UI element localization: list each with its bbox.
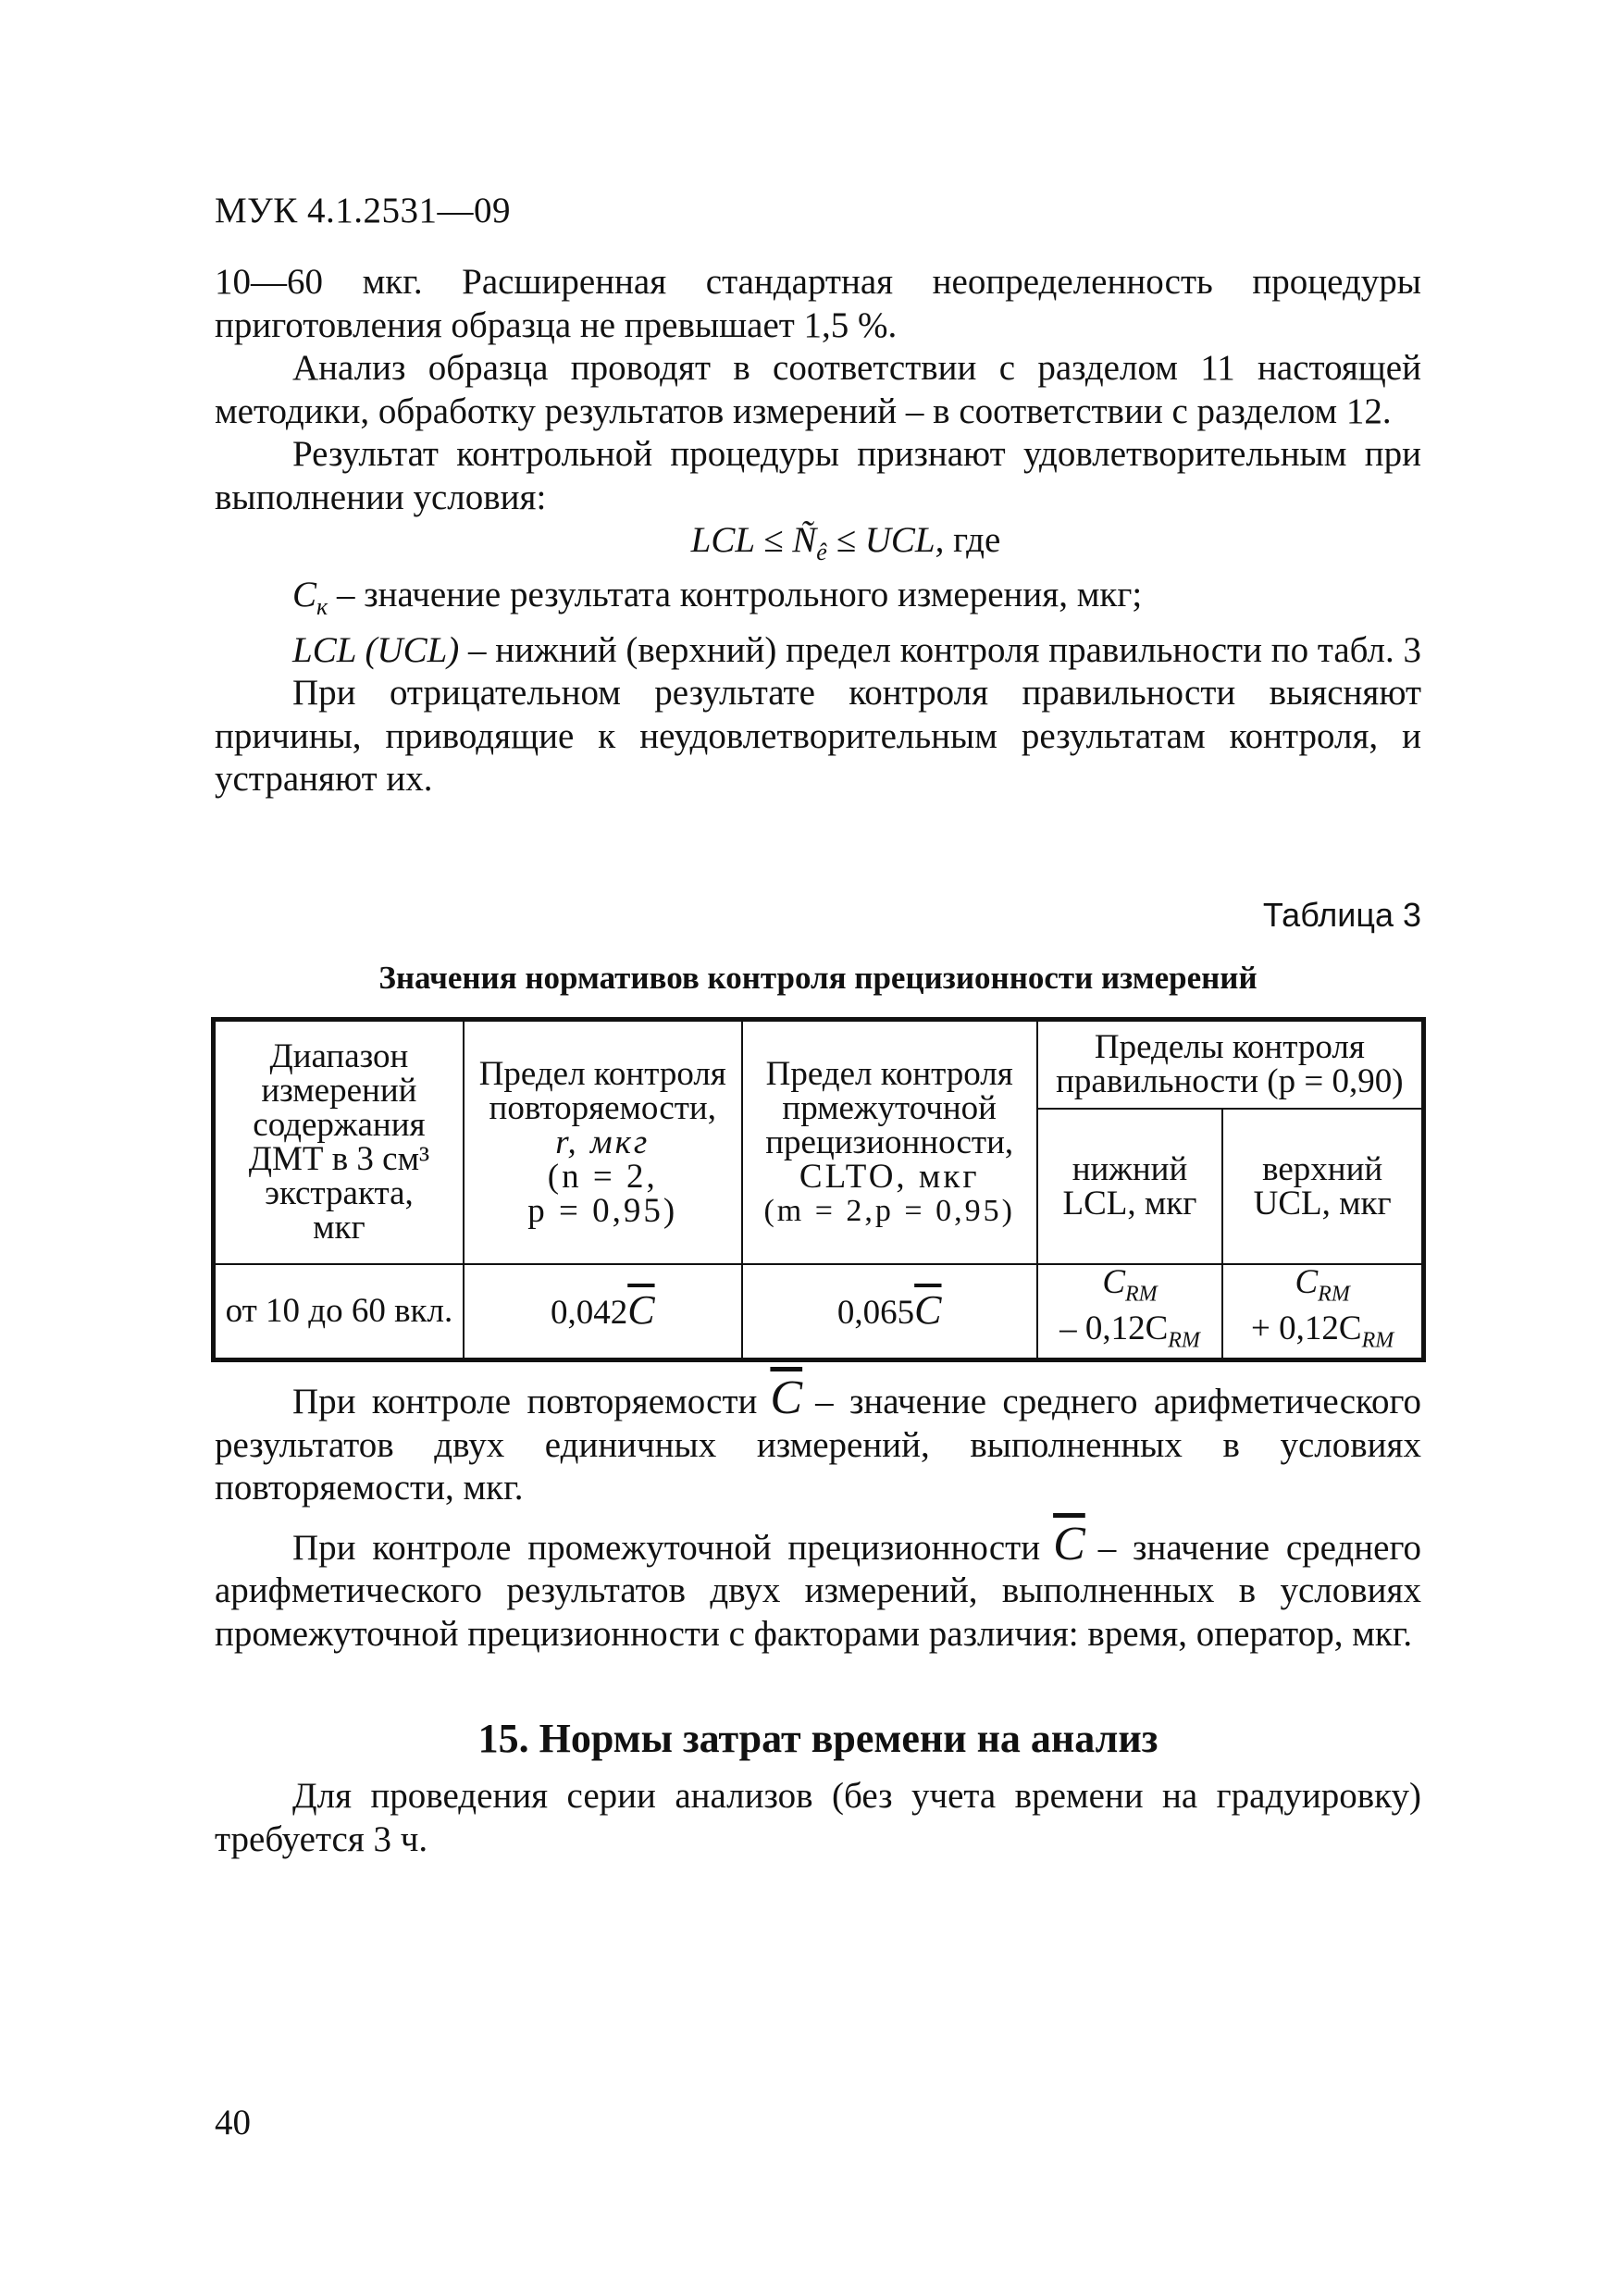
intermediate-coef: 0,065 <box>836 1293 915 1332</box>
section-text: Для проведения серии анализов (без учета времени на градуировку) требуется 3 ч. <box>215 1776 1421 1859</box>
upper-sub: RM <box>1361 1328 1394 1353</box>
upper-line-2 <box>1227 1311 1418 1358</box>
header-lower <box>1037 1109 1223 1264</box>
upper-sub: RM <box>1318 1281 1350 1306</box>
header-range-line: содержания <box>253 1106 426 1145</box>
lower-c: C <box>1102 1262 1125 1301</box>
lcl-symbol: LCL (UCL) <box>292 629 460 670</box>
header-range-line: ДМТ в 3 см³ <box>248 1140 430 1179</box>
header-repeat-line: p = 0,95) <box>527 1191 678 1230</box>
header-intermediate-line: CLTO, мкг <box>799 1157 980 1196</box>
formula-left: LCL ≤ Ñ <box>690 520 817 560</box>
formula-where: где <box>953 520 1001 560</box>
lower-line-1 <box>1042 1262 1219 1311</box>
cell-intermediate <box>742 1264 1037 1360</box>
table-label: Таблица 3 <box>1262 896 1421 934</box>
header-intermediate <box>742 1020 1037 1264</box>
header-repeat-line: повторяемости, <box>489 1088 716 1127</box>
lower-sub: RM <box>1168 1328 1200 1353</box>
intermediate-note <box>215 1517 1421 1657</box>
c-mean-symbol: $\overline{C}$ <box>770 1371 803 1424</box>
formula-right: ≤ UCL, <box>826 520 945 560</box>
c-mean-symbol: $\overline{C}$ <box>914 1286 942 1333</box>
header-repeat-line: Предел контроля <box>478 1054 726 1093</box>
header-upper <box>1222 1109 1423 1264</box>
header-intermediate-line: Предел контроля <box>765 1054 1013 1093</box>
header-repeat-line: (n = 2, <box>547 1157 658 1196</box>
paragraph-1: 10—60 мкг. Расширенная стандартная неопределенность процедуры приготовления образца не превышает 1,5 %. <box>215 262 1421 345</box>
lower-expr: – 0,12C <box>1059 1309 1169 1347</box>
intro-text <box>215 261 1421 801</box>
paragraph-2: Анализ образца проводят в соответствии с разделом 11 настоящей методики, обработку результатов измерений – в соответствии с разделом 12. <box>215 348 1421 431</box>
cell-range: от 10 до 60 вкл. <box>214 1264 464 1360</box>
repeat-coef: 0,042 <box>550 1293 628 1332</box>
header-upper-line: UCL, мкг <box>1253 1184 1392 1222</box>
precision-table <box>211 1017 1426 1362</box>
header-range-line: измерений <box>261 1072 417 1111</box>
formula-sub: ê <box>816 538 827 565</box>
definition-ck <box>215 574 1421 628</box>
note-2-start: При контроле промежуточной прецизионности <box>292 1527 1041 1568</box>
header-lower-line: LCL, мкг <box>1062 1184 1197 1222</box>
table-title: Значения нормативов контроля прецизионности измерений <box>378 960 1258 996</box>
upper-c: C <box>1295 1262 1319 1301</box>
lcl-text: – нижний (верхний) предел контроля правильности по табл. 3 <box>459 629 1422 670</box>
header-repeatability <box>464 1020 742 1264</box>
header-trueness: Пределы контроля правильности (p = 0,90) <box>1037 1020 1424 1109</box>
header-range-line: экстракта, <box>265 1174 414 1213</box>
cell-upper <box>1222 1264 1423 1360</box>
header-range <box>214 1020 464 1264</box>
ck-symbol-sub: к <box>316 593 328 621</box>
upper-line-1 <box>1227 1262 1418 1311</box>
c-mean-symbol: $\overline{C}$ <box>1053 1517 1085 1570</box>
document-header: МУК 4.1.2531—09 <box>215 191 512 230</box>
header-range-line: мкг <box>313 1209 365 1247</box>
paragraph-3: Результат контрольной процедуры признают удовлетворительным при выполнении условия: <box>215 434 1421 517</box>
definition-lcl <box>215 629 1421 673</box>
section-text-block <box>215 1775 1421 1861</box>
lower-line-2 <box>1042 1311 1219 1358</box>
table-header-row-1 <box>214 1020 1424 1109</box>
c-mean-symbol: $\overline{C}$ <box>627 1286 655 1333</box>
lower-sub: RM <box>1125 1281 1158 1306</box>
header-repeat-line: r, мкг <box>555 1123 650 1161</box>
repeatability-note <box>215 1371 1422 1510</box>
table-row <box>214 1264 1424 1360</box>
cell-repeatability <box>464 1264 742 1360</box>
section-title: 15. Нормы затрат времени на анализ <box>477 1716 1158 1761</box>
note-2-end: – значение среднего арифметического результатов двух измерений, выполненных в условиях промежуточной прецизионности с факторами различия: время, оператор, мкг. <box>215 1527 1421 1654</box>
formula <box>215 519 1421 574</box>
ck-symbol: С <box>292 575 317 615</box>
header-range-line: Диапазон <box>269 1037 409 1076</box>
header-intermediate-line: прмежуточной <box>782 1088 997 1127</box>
header-lower-line: нижний <box>1072 1149 1188 1188</box>
cell-lower <box>1037 1264 1223 1360</box>
header-intermediate-line: (m = 2,p = 0,95) <box>763 1193 1015 1228</box>
header-intermediate-line: прецизионности, <box>765 1123 1014 1161</box>
note-1-end: – значение среднего арифметического результатов двух единичных измерений, выполненных в условиях повторяемости, мкг. <box>215 1382 1422 1508</box>
upper-expr: + 0,12C <box>1251 1309 1362 1347</box>
header-upper-line: верхний <box>1262 1149 1383 1188</box>
ck-text: – значение результата контрольного измерения, мкг; <box>328 575 1143 615</box>
after-table-text <box>215 1371 1422 1656</box>
page-number: 40 <box>215 2103 251 2142</box>
note-1-start: При контроле повторяемости <box>292 1382 758 1421</box>
paragraph-4: При отрицательном результате контроля правильности выясняют причины, приводящие к неудовлетворительным результатам контроля, и устраняют их. <box>215 673 1421 800</box>
